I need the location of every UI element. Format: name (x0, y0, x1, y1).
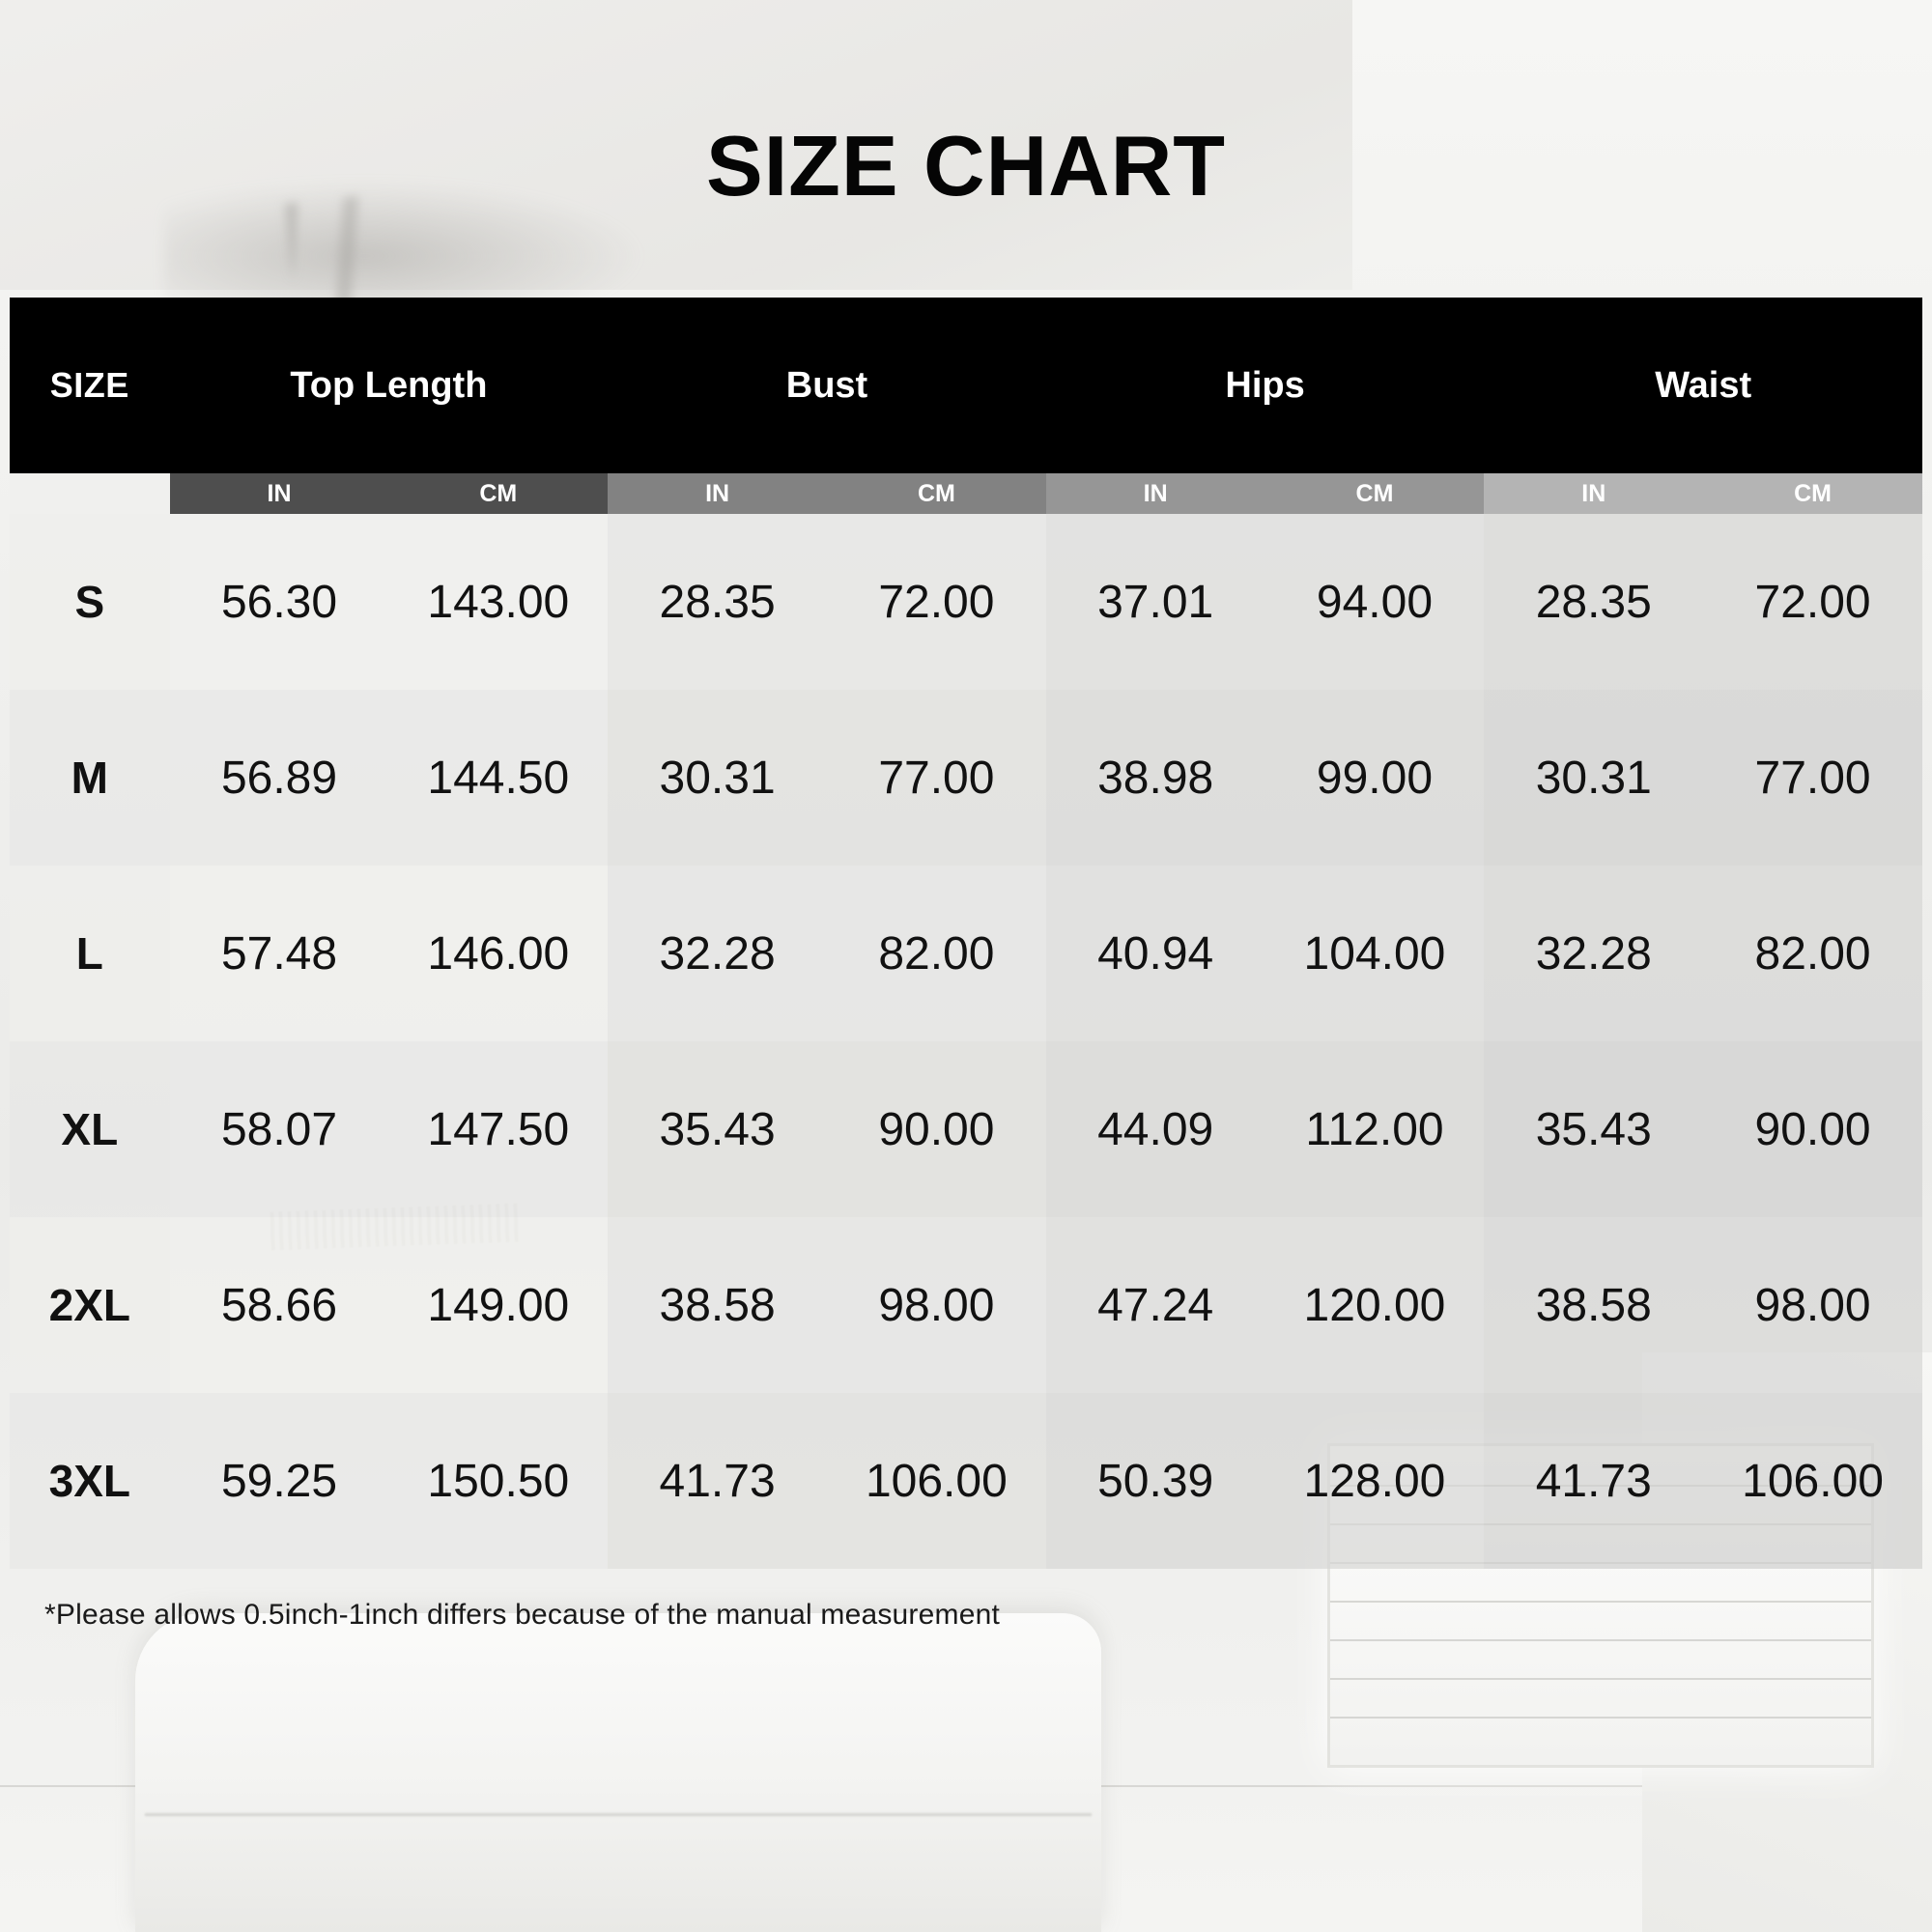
cell-waist-in: 41.73 (1484, 1393, 1703, 1569)
cell-top-length-cm: 149.00 (388, 1217, 608, 1393)
size-chart-table (10, 298, 1922, 1569)
cell-hips-cm: 120.00 (1265, 1217, 1485, 1393)
cell-size: 3XL (10, 1393, 170, 1569)
header-hips: Hips (1046, 298, 1485, 473)
header-top-length: Top Length (170, 298, 609, 473)
header-unit-bust-cm: CM (827, 473, 1046, 514)
cell-top-length-cm: 147.50 (388, 1041, 608, 1217)
header-unit-top-length-cm: CM (388, 473, 608, 514)
header-bust: Bust (608, 298, 1046, 473)
cell-hips-cm: 128.00 (1265, 1393, 1485, 1569)
cell-bust-in: 30.31 (608, 690, 827, 866)
table-body (10, 514, 1922, 1569)
cell-bust-in: 35.43 (608, 1041, 827, 1217)
table-row (10, 1041, 1922, 1217)
cell-hips-in: 37.01 (1046, 514, 1265, 690)
cell-hips-cm: 94.00 (1265, 514, 1485, 690)
cell-top-length-cm: 144.50 (388, 690, 608, 866)
cell-hips-cm: 112.00 (1265, 1041, 1485, 1217)
table-row (10, 690, 1922, 866)
cell-top-length-in: 57.48 (170, 866, 389, 1041)
cell-waist-cm: 77.00 (1703, 690, 1922, 866)
cell-waist-in: 32.28 (1484, 866, 1703, 1041)
header-unit-waist-cm: CM (1703, 473, 1922, 514)
header-unit-hips-cm: CM (1265, 473, 1485, 514)
cell-hips-in: 40.94 (1046, 866, 1265, 1041)
cell-size: 2XL (10, 1217, 170, 1393)
cell-hips-in: 44.09 (1046, 1041, 1265, 1217)
cell-waist-in: 30.31 (1484, 690, 1703, 866)
table-row (10, 1393, 1922, 1569)
cell-bust-in: 32.28 (608, 866, 827, 1041)
table-row (10, 514, 1922, 690)
cell-bust-cm: 90.00 (827, 1041, 1046, 1217)
cell-top-length-in: 56.30 (170, 514, 389, 690)
header-size: SIZE (10, 298, 170, 473)
cell-bust-cm: 98.00 (827, 1217, 1046, 1393)
cell-waist-cm: 72.00 (1703, 514, 1922, 690)
cell-size: L (10, 866, 170, 1041)
header-unit-spacer (10, 473, 170, 514)
cell-bust-cm: 77.00 (827, 690, 1046, 866)
cell-bust-in: 28.35 (608, 514, 827, 690)
cell-size: XL (10, 1041, 170, 1217)
cell-waist-in: 38.58 (1484, 1217, 1703, 1393)
cell-waist-cm: 106.00 (1703, 1393, 1922, 1569)
cell-bust-in: 38.58 (608, 1217, 827, 1393)
header-unit-top-length-in: IN (170, 473, 389, 514)
cell-top-length-cm: 146.00 (388, 866, 608, 1041)
cell-waist-cm: 98.00 (1703, 1217, 1922, 1393)
header-waist: Waist (1484, 298, 1922, 473)
table-header-row-units (10, 473, 1922, 514)
cell-hips-cm: 104.00 (1265, 866, 1485, 1041)
cell-waist-cm: 82.00 (1703, 866, 1922, 1041)
header-unit-waist-in: IN (1484, 473, 1703, 514)
cell-hips-cm: 99.00 (1265, 690, 1485, 866)
cell-waist-in: 35.43 (1484, 1041, 1703, 1217)
cell-hips-in: 38.98 (1046, 690, 1265, 866)
cell-size: S (10, 514, 170, 690)
table-row (10, 1217, 1922, 1393)
header-unit-bust-in: IN (608, 473, 827, 514)
cell-bust-cm: 72.00 (827, 514, 1046, 690)
cell-top-length-in: 58.66 (170, 1217, 389, 1393)
measurement-footnote: *Please allows 0.5inch-1inch differs because of the manual measurement (44, 1599, 1000, 1631)
cell-hips-in: 47.24 (1046, 1217, 1265, 1393)
cell-waist-cm: 90.00 (1703, 1041, 1922, 1217)
table-row (10, 866, 1922, 1041)
cell-bust-cm: 82.00 (827, 866, 1046, 1041)
cell-top-length-in: 56.89 (170, 690, 389, 866)
cell-waist-in: 28.35 (1484, 514, 1703, 690)
table-header-row-main (10, 298, 1922, 473)
page-title: SIZE CHART (706, 118, 1226, 213)
cell-top-length-cm: 150.50 (388, 1393, 608, 1569)
header-unit-hips-in: IN (1046, 473, 1265, 514)
cell-top-length-in: 59.25 (170, 1393, 389, 1569)
cell-size: M (10, 690, 170, 866)
cell-bust-in: 41.73 (608, 1393, 827, 1569)
size-chart-table-wrapper (10, 298, 1922, 1569)
cell-top-length-in: 58.07 (170, 1041, 389, 1217)
cell-bust-cm: 106.00 (827, 1393, 1046, 1569)
cell-top-length-cm: 143.00 (388, 514, 608, 690)
cell-hips-in: 50.39 (1046, 1393, 1265, 1569)
